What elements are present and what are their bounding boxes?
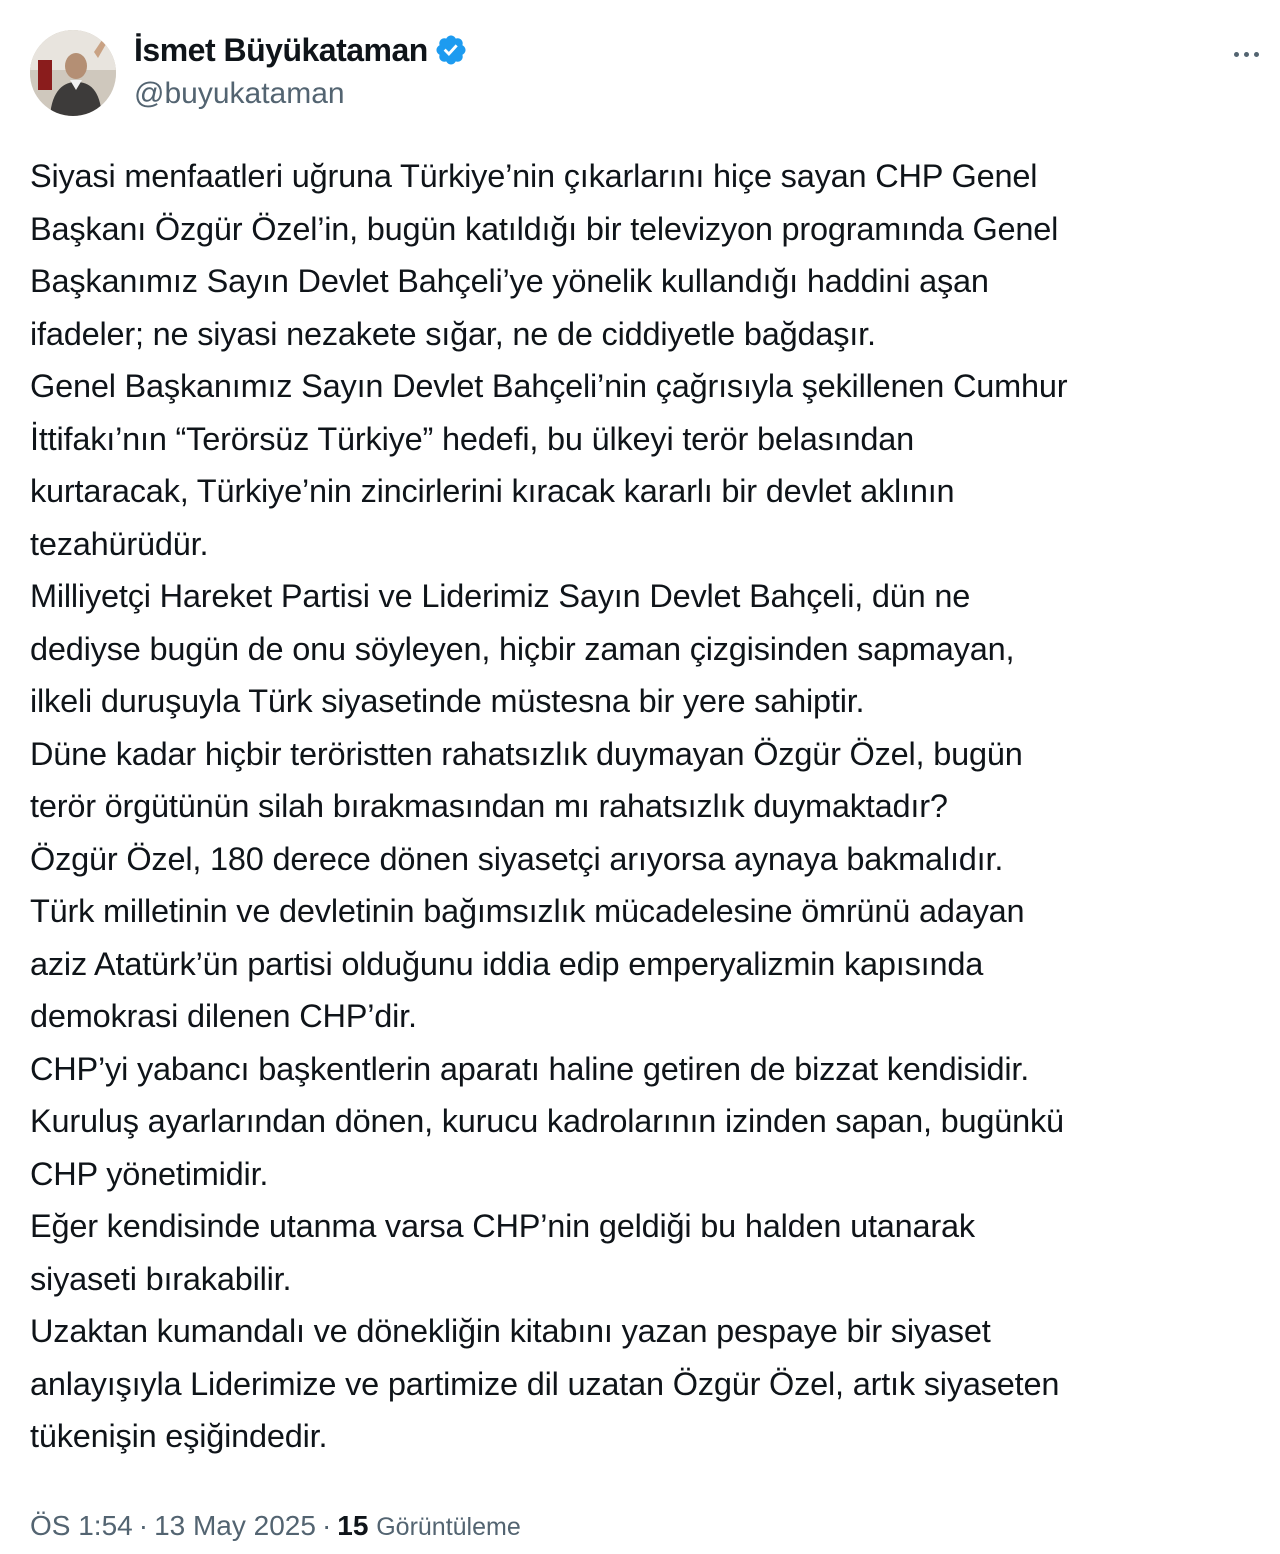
tweet-line: terör örgütünün silah bırakmasından mı rahatsızlık duymaktadır? [30,788,948,824]
meta-separator: · [138,1510,149,1541]
tweet-line: CHP’yi yabancı başkentlerin aparatı haline getiren de bizzat kendisidir. [30,1050,1030,1087]
tweet-date[interactable]: 13 May 2025 [154,1510,316,1541]
tweet-text [30,150,1270,1463]
views-count: 15 [337,1510,369,1541]
tweet-line: Uzaktan kumandalı ve dönekliğin kitabını yazan pespaye bir siyaset [30,1313,991,1349]
tweet-line: Siyasi menfaatleri uğruna Türkiye’nin çıkarlarını hiçe sayan CHP Genel [30,158,1038,194]
more-options-button[interactable] [1226,34,1266,74]
tweet-line: Başkanımız Sayın Devlet Bahçeli’ye yönelik kullandığı haddini aşan [30,263,989,299]
tweet-line: Eğer kendisinde utanma varsa CHP’nin geldiği bu halden utanarak [30,1208,975,1244]
tweet-line: dediyse bugün de onu söyleyen, hiçbir zaman çizgisinden sapmayan, [30,630,1015,667]
tweet-line: Düne kadar hiçbir teröristten rahatsızlık duymayan Özgür Özel, bugün [30,735,1023,772]
tweet-metadata [30,1506,521,1547]
tweet-line: Başkanı Özgür Özel’in, bugün katıldığı bir televizyon programında Genel [30,210,1059,247]
tweet-line: ifadeler; ne siyasi nezakete sığar, ne de ciddiyetle bağdaşır. [30,315,876,352]
tweet-line: Genel Başkanımız Sayın Devlet Bahçeli’nin çağrısıyla şekillenen Cumhur [30,368,1068,404]
tweet-line: siyaseti bırakabilir. [30,1260,292,1297]
tweet-line: Kuruluş ayarlarından dönen, kurucu kadrolarının izinden sapan, bugünkü [30,1103,1064,1139]
avatar[interactable] [30,30,116,116]
tweet-line: Türk milletinin ve devletinin bağımsızlık mücadelesine ömrünü adayan [30,893,1025,929]
more-horizontal-icon [1234,52,1259,57]
author-name[interactable]: İsmet Büyükataman [134,32,428,68]
tweet-line: tezahürüdür. [30,525,209,562]
tweet-line: demokrasi dilenen CHP’dir. [30,998,417,1034]
tweet-line: Özgür Özel, 180 derece dönen siyasetçi arıyorsa aynaya bakmalıdır. [30,840,1004,877]
avatar-photo [30,30,116,116]
author-name-row[interactable] [134,28,468,72]
tweet-line: ilkeli duruşuyla Türk siyasetinde müstesna bir yere sahiptir. [30,683,865,719]
tweet-line: İttifakı’nın “Terörsüz Türkiye” hedefi, bu ülkeyi terör belasından [30,420,914,457]
tweet-line: kurtaracak, Türkiye’nin zincirlerini kıracak kararlı bir devlet aklının [30,473,955,509]
tweet-line: tükenişin eşiğindedir. [30,1418,328,1454]
tweet-line: anlayışıyla Liderimize ve partimize dil uzatan Özgür Özel, artık siyaseten [30,1365,1060,1402]
tweet-line: CHP yönetimidir. [30,1155,269,1192]
views-label: Görüntüleme [376,1513,521,1541]
tweet-line: Milliyetçi Hareket Partisi ve Liderimiz Sayın Devlet Bahçeli, dün ne [30,578,971,614]
tweet-time[interactable]: ÖS 1:54 [30,1510,133,1541]
author-handle[interactable]: @buyukataman [134,77,345,110]
tweet-line: aziz Atatürk’ün partisi olduğunu iddia edip emperyalizmin kapısında [30,945,984,982]
meta-separator: · [321,1510,332,1541]
verified-badge-icon [434,33,468,67]
